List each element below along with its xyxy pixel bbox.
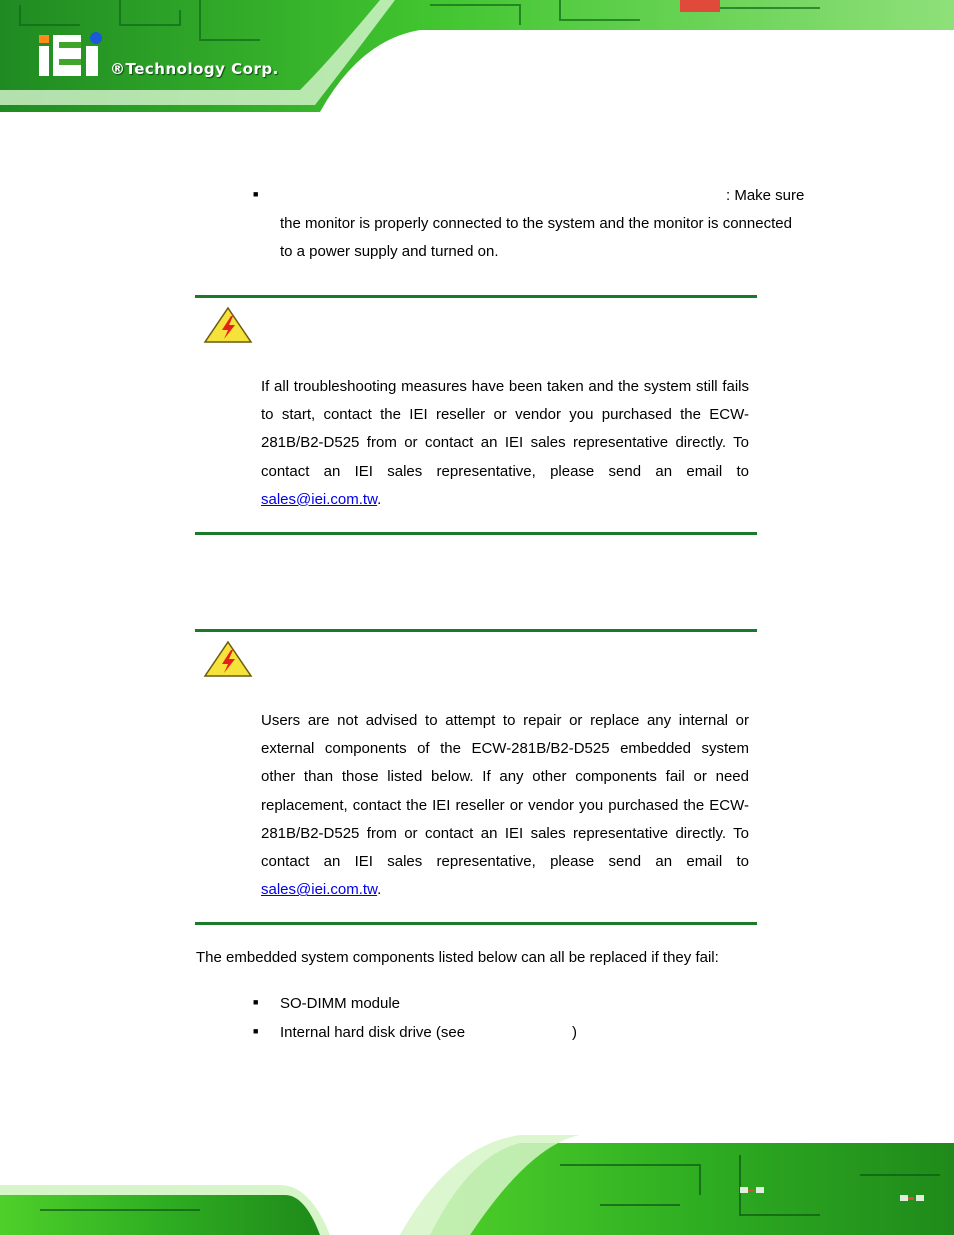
- bullet-monitor-line3: to a power supply and turned on.: [280, 243, 499, 260]
- iei-logo: [36, 30, 108, 85]
- warning-1-text: If all troubleshooting measures have been taken and the system still fails to start, contact the IEI reseller or vendor you purchased the ECW-281B/B2-D525 from or contact an IEI sales representative directly. To contact an IEI sales representative, please send an email to sales@iei.com.tw.: [261, 378, 749, 508]
- warning-icon: [203, 640, 253, 678]
- email-link[interactable]: sales@iei.com.tw: [261, 881, 378, 899]
- footer-banner: [0, 1125, 954, 1235]
- list-item-sodimm: SO-DIMM module: [280, 995, 401, 1012]
- list-item-hdd: Internal hard disk drive (see: [280, 1024, 466, 1041]
- warning-bottom-rule: [195, 532, 757, 535]
- bullet-monitor-tail: : Make sure: [726, 187, 805, 204]
- warning-icon: [203, 306, 253, 344]
- warning-top-rule: [195, 295, 757, 298]
- bullet-monitor-line2: the monitor is properly connected to the system and the monitor is connected: [280, 215, 792, 232]
- bullet-icon: ■: [253, 1026, 259, 1036]
- circuit-board-background: [0, 1125, 954, 1235]
- brand-name: ®Technology Corp.: [110, 60, 279, 78]
- circuit-board-background: [0, 0, 954, 112]
- list-item-hdd-close: ): [572, 1024, 577, 1041]
- warning-top-rule: [195, 629, 757, 632]
- warning-bottom-rule: [195, 922, 757, 925]
- header-banner: [0, 0, 954, 112]
- warning-2-text: Users are not advised to attempt to repair or replace any internal or external components of the ECW-281B/B2-D525 embedded system other than those listed below. If any other components fail or need replacement, contact the IEI reseller or vendor you purchased the ECW-281B/B2-D525 from or contact an IEI sales representative directly. To contact an IEI sales representative, please send an email to sales@iei.com.tw.: [261, 712, 749, 899]
- bullet-icon: ■: [253, 997, 259, 1007]
- bullet-icon: ■: [253, 189, 259, 199]
- email-link[interactable]: sales@iei.com.tw: [261, 490, 378, 508]
- components-intro: The embedded system components listed below can all be replaced if they fail:: [196, 949, 719, 966]
